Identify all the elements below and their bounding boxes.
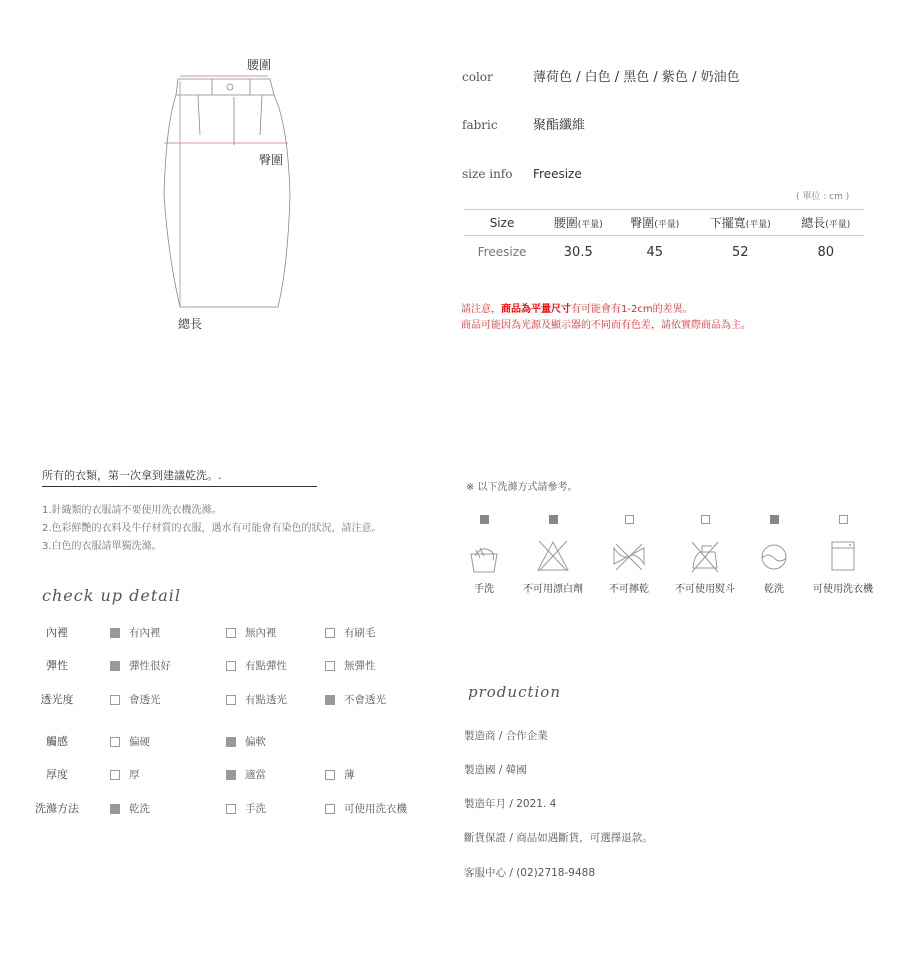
unchecked-box-icon — [110, 695, 120, 705]
detail-row-label: 彈性 — [46, 659, 68, 672]
unchecked-box-icon — [325, 770, 335, 780]
unchecked-box-icon — [625, 515, 634, 524]
warning-line-1: 請注意，商品為平量尺寸有可能會有1-2cm的差異。 — [461, 304, 693, 315]
wash-label: 不可擰乾 — [609, 584, 649, 595]
detail-option: 偏軟 — [226, 734, 266, 749]
unchecked-box-icon — [226, 661, 236, 671]
no-wring-icon — [612, 538, 646, 574]
detail-option: 偏硬 — [110, 734, 150, 749]
detail-option: 無彈性 — [325, 658, 376, 673]
detail-option: 適當 — [226, 767, 266, 782]
waist-label: 腰圍 — [247, 58, 272, 72]
size-table-header-cell: 下擺寬(平量) — [693, 210, 787, 236]
size-table-cell: 52 — [731, 244, 749, 260]
wash-item — [798, 515, 888, 595]
size-table-header — [464, 210, 864, 236]
detail-title: check up detail — [42, 586, 182, 605]
unchecked-box-icon — [226, 695, 236, 705]
detail-option: 有刷毛 — [325, 625, 376, 640]
care-note: 1.針織類的衣服請不要使用洗衣機洗滌。 — [42, 505, 222, 516]
size-table — [464, 209, 864, 268]
care-title: 所有的衣類，第一次拿到建議乾洗。. — [42, 467, 317, 487]
detail-option: 乾洗 — [110, 801, 150, 816]
color-key: color — [462, 70, 493, 84]
detail-option: 有內裡 — [110, 625, 161, 640]
checked-box-icon — [549, 515, 558, 524]
size-info-key: size info — [462, 167, 513, 181]
checked-box-icon — [110, 804, 120, 814]
color-value: 薄荷色 / 白色 / 黑色 / 紫色 / 奶油色 — [533, 70, 740, 85]
checked-box-icon — [770, 515, 779, 524]
size-table-cell: 80 — [817, 244, 834, 260]
checked-box-icon — [480, 515, 489, 524]
checked-box-icon — [226, 770, 236, 780]
unchecked-box-icon — [226, 804, 236, 814]
wash-label: 乾洗 — [764, 584, 784, 595]
hip-label: 臀圍 — [259, 153, 284, 167]
checked-box-icon — [226, 737, 236, 747]
length-label: 總長 — [178, 317, 203, 331]
detail-row-label: 厚度 — [46, 768, 68, 781]
unchecked-box-icon — [325, 628, 335, 638]
size-table-cell: 45 — [646, 244, 664, 260]
size-table-row — [464, 236, 864, 269]
washing-machine-icon — [826, 538, 860, 574]
checked-box-icon — [325, 695, 335, 705]
checked-box-icon — [110, 661, 120, 671]
production-line: 客服中心 / (02)2718-9488 — [464, 867, 595, 879]
size-info-value: Freesize — [533, 167, 582, 181]
detail-row-label: 觸感 — [46, 735, 68, 748]
unchecked-box-icon — [110, 770, 120, 780]
detail-option: 有點彈性 — [226, 658, 287, 673]
production-line: 製造商 / 合作企業 — [464, 730, 548, 742]
detail-option: 厚 — [110, 767, 140, 782]
no-bleach-icon — [536, 538, 570, 574]
detail-option: 無內裡 — [226, 625, 277, 640]
hand-wash-icon — [467, 538, 501, 574]
wash-label: 手洗 — [474, 584, 494, 595]
unchecked-box-icon — [701, 515, 710, 524]
production-line: 製造國 / 韓國 — [464, 764, 527, 776]
production-title: production — [468, 683, 561, 701]
detail-option: 不會透光 — [325, 692, 386, 707]
detail-option: 手洗 — [226, 801, 266, 816]
detail-option: 有點透光 — [226, 692, 287, 707]
detail-row-label: 透光度 — [40, 693, 74, 706]
detail-option: 薄 — [325, 767, 355, 782]
skirt-diagram — [150, 55, 310, 325]
unchecked-box-icon — [110, 737, 120, 747]
unchecked-box-icon — [226, 628, 236, 638]
care-note: 2.色彩鮮艷的衣料及牛仔材質的衣服，遇水有可能會有染色的狀況，請注意。 — [42, 523, 382, 534]
wash-label: 不可使用熨斗 — [675, 584, 735, 595]
size-table-cell: 30.5 — [563, 244, 593, 260]
size-table-header-cell: 臀圍(平量) — [617, 210, 693, 236]
production-line: 製造年月 / 2021. 4 — [464, 798, 557, 810]
checked-box-icon — [110, 628, 120, 638]
fabric-value: 聚酯纖維 — [533, 118, 586, 133]
production-line: 斷貨保證 / 商品如遇斷貨，可選擇退款。 — [464, 832, 653, 844]
detail-row-label: 洗滌方法 — [35, 802, 79, 815]
size-table-header-cell: Size — [464, 210, 540, 236]
dry-clean-icon — [757, 538, 791, 574]
warning-line-2: 商品可能因為光源及顯示器的不同而有色差，請依實際商品為主。 — [461, 320, 751, 331]
wash-label: 可使用洗衣機 — [813, 584, 873, 595]
size-table-cell: Freesize — [477, 245, 527, 259]
fabric-key: fabric — [462, 118, 498, 132]
detail-option: 可使用洗衣機 — [325, 801, 407, 816]
size-table-header-cell: 總長(平量) — [787, 210, 864, 236]
care-note: 3.白色的衣服請單獨洗滌。 — [42, 541, 162, 552]
detail-row-label: 內裡 — [46, 626, 68, 639]
wash-note: ※ 以下洗滌方式請參考。 — [466, 482, 578, 493]
detail-option: 會透光 — [110, 692, 161, 707]
unchecked-box-icon — [325, 804, 335, 814]
unit-note: ( 單位 : cm ) — [796, 192, 850, 202]
wash-label: 不可用漂白劑 — [523, 584, 583, 595]
unchecked-box-icon — [325, 661, 335, 671]
detail-option: 彈性很好 — [110, 658, 171, 673]
unchecked-box-icon — [839, 515, 848, 524]
size-table-header-cell: 腰圍(平量) — [540, 210, 616, 236]
no-iron-icon — [688, 538, 722, 574]
